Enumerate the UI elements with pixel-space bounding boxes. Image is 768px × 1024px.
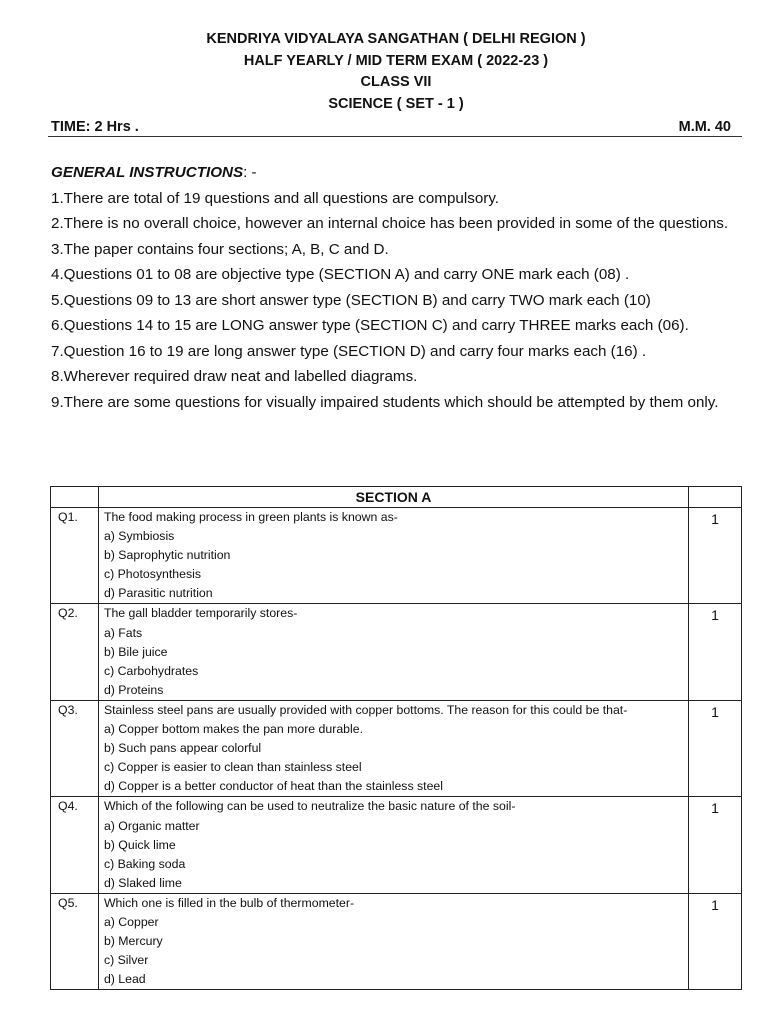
question-stem: Which one is filled in the bulb of thermometer- bbox=[103, 895, 355, 910]
exam-header bbox=[0, 29, 768, 115]
section-a-table bbox=[50, 486, 742, 990]
question-number: Q1. bbox=[51, 508, 99, 604]
question-option: d) Lead bbox=[103, 972, 146, 987]
question-row bbox=[51, 700, 742, 796]
question-row bbox=[51, 604, 742, 700]
instruction-item: 4.Questions 01 to 08 are objective type (SECTION A) and carry ONE mark each (08) . bbox=[51, 266, 630, 283]
question-marks: 1 bbox=[689, 700, 742, 796]
question-number: Q5. bbox=[51, 893, 99, 989]
question-row bbox=[51, 797, 742, 893]
question-body bbox=[98, 604, 688, 700]
section-title: SECTION A bbox=[98, 487, 688, 508]
header-line-exam: HALF YEARLY / MID TERM EXAM ( 2022-23 ) bbox=[243, 52, 549, 69]
question-option: c) Silver bbox=[103, 953, 149, 968]
question-stem: The gall bladder temporarily stores- bbox=[103, 606, 298, 621]
question-option: b) Such pans appear colorful bbox=[103, 741, 262, 756]
question-option: c) Photosynthesis bbox=[103, 567, 201, 582]
question-option: a) Symbiosis bbox=[103, 529, 175, 544]
question-option: d) Copper is a better conductor of heat than the stainless steel bbox=[103, 779, 443, 794]
question-body bbox=[98, 508, 688, 604]
instruction-item: 8.Wherever required draw neat and labelled diagrams. bbox=[51, 368, 418, 385]
question-row bbox=[51, 893, 742, 989]
question-marks: 1 bbox=[689, 604, 742, 700]
question-option: a) Organic matter bbox=[103, 818, 200, 833]
time-allowed: TIME: 2 Hrs . bbox=[51, 119, 139, 135]
maximum-marks: M.M. 40 bbox=[678, 119, 731, 135]
question-option: a) Copper bottom makes the pan more durable. bbox=[103, 722, 363, 737]
question-number: Q4. bbox=[51, 797, 99, 893]
instruction-item: 6.Questions 14 to 15 are LONG answer type (SECTION C) and carry THREE marks each (06). bbox=[51, 317, 689, 334]
question-body bbox=[98, 893, 688, 989]
question-option: b) Quick lime bbox=[103, 837, 176, 852]
question-option: b) Saprophytic nutrition bbox=[103, 548, 231, 563]
header-divider bbox=[48, 136, 742, 137]
question-option: d) Slaked lime bbox=[103, 875, 182, 890]
header-line-organization: KENDRIYA VIDYALAYA SANGATHAN ( DELHI REGION ) bbox=[206, 31, 586, 47]
instructions-heading bbox=[51, 160, 741, 186]
question-option: d) Proteins bbox=[103, 682, 164, 697]
question-body bbox=[98, 797, 688, 893]
question-option: a) Copper bbox=[103, 914, 159, 929]
instruction-item: 9.There are some questions for visually impaired students which should be attempted by them only. bbox=[51, 393, 719, 411]
instruction-item: 3.The paper contains four sections; A, B, C and D. bbox=[51, 240, 389, 258]
section-header-row bbox=[51, 487, 742, 508]
header-line-subject: SCIENCE ( SET - 1 ) bbox=[328, 95, 464, 112]
question-number: Q2. bbox=[51, 604, 99, 700]
exam-meta bbox=[51, 119, 731, 137]
instruction-item: 5.Questions 09 to 13 are short answer type (SECTION B) and carry TWO mark each (10) bbox=[51, 291, 651, 309]
question-row bbox=[51, 508, 742, 604]
question-stem: Stainless steel pans are usually provided with copper bottoms. The reason for this could be that- bbox=[103, 702, 628, 717]
question-number: Q3. bbox=[51, 700, 99, 796]
question-body bbox=[98, 700, 688, 796]
question-marks: 1 bbox=[689, 508, 742, 604]
question-option: d) Parasitic nutrition bbox=[103, 586, 213, 601]
question-option: a) Fats bbox=[103, 625, 143, 640]
question-stem: The food making process in green plants is known as- bbox=[103, 510, 398, 524]
instructions-title: GENERAL INSTRUCTIONS bbox=[51, 164, 244, 181]
general-instructions bbox=[51, 160, 741, 415]
instruction-item: 1.There are total of 19 questions and all questions are compulsory. bbox=[51, 189, 500, 207]
section-header-marks-blank bbox=[689, 487, 742, 508]
instruction-item: 7.Question 16 to 19 are long answer type (SECTION D) and carry four marks each (16) . bbox=[51, 342, 647, 360]
section-header-blank bbox=[51, 487, 99, 508]
question-option: c) Carbohydrates bbox=[103, 663, 199, 678]
question-option: c) Baking soda bbox=[103, 856, 186, 871]
instructions-title-suffix: : - bbox=[243, 164, 257, 181]
question-option: b) Bile juice bbox=[103, 644, 168, 659]
question-stem: Which of the following can be used to neutralize the basic nature of the soil- bbox=[103, 799, 516, 814]
question-marks: 1 bbox=[689, 797, 742, 893]
header-line-class: CLASS VII bbox=[360, 74, 432, 90]
question-option: b) Mercury bbox=[103, 934, 163, 949]
instruction-item: 2.There is no overall choice, however an internal choice has been provided in some of the questions. bbox=[51, 215, 729, 232]
question-option: c) Copper is easier to clean than stainless steel bbox=[103, 760, 362, 775]
question-marks: 1 bbox=[689, 893, 742, 989]
